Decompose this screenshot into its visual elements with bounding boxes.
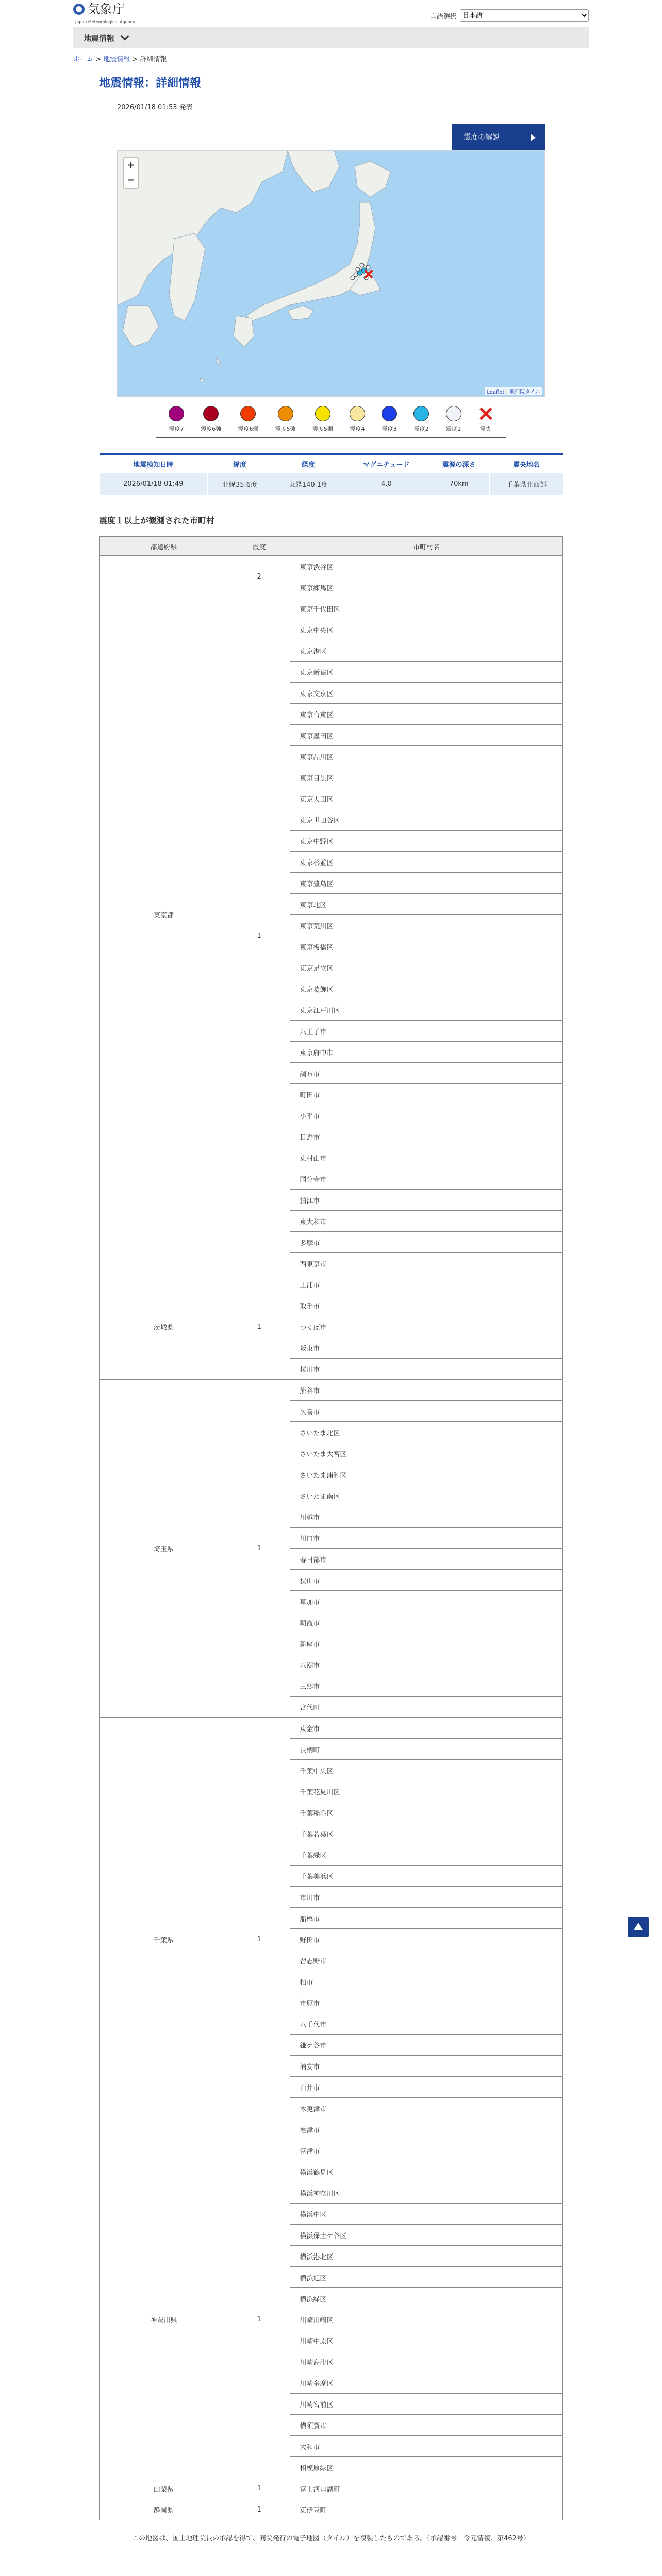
city-cell: 東京渋谷区 [290, 556, 563, 577]
city-cell: 君津市 [290, 2119, 563, 2140]
city-cell: 野田市 [290, 1929, 563, 1950]
legend-item [169, 406, 184, 433]
map-attribution [485, 387, 542, 395]
city-cell: つくば市 [290, 1316, 563, 1337]
breadcrumb [73, 48, 589, 65]
summary-header: 経度 [272, 454, 344, 473]
summary-cell: 70km [428, 473, 490, 495]
legend-label: 震度5強 [275, 426, 296, 432]
zoom-out-button[interactable]: − [124, 173, 138, 188]
city-cell: さいたま浦和区 [290, 1464, 563, 1485]
city-cell: さいたま北区 [290, 1422, 563, 1443]
city-cell: 川口市 [290, 1528, 563, 1549]
legend-label: 震度4 [350, 426, 365, 432]
prefecture-cell: 東京都 [100, 556, 228, 1274]
city-cell: 浦安市 [290, 2056, 563, 2077]
city-cell: 東京板橋区 [290, 936, 563, 957]
city-cell: 東京墨田区 [290, 725, 563, 746]
city-cell: 八千代市 [290, 2013, 563, 2035]
leaflet-link[interactable]: Leaflet [487, 389, 505, 395]
city-cell: 朝霞市 [290, 1612, 563, 1633]
observed-intensity-table [99, 536, 563, 2520]
play-arrow-icon [531, 134, 536, 141]
summary-header: 緯度 [207, 454, 272, 473]
legend-label: 震度2 [413, 426, 429, 432]
city-cell: 取手市 [290, 1295, 563, 1316]
earthquake-summary-table [99, 453, 563, 495]
zoom-in-button[interactable]: + [127, 160, 135, 171]
language-select[interactable] [460, 9, 589, 22]
table-row [100, 2161, 563, 2182]
city-cell: 千葉若葉区 [290, 1823, 563, 1844]
city-cell: 久喜市 [290, 1401, 563, 1422]
city-cell: 三郷市 [290, 1675, 563, 1697]
jma-logo-icon [73, 4, 85, 15]
city-cell: 東京荒川区 [290, 915, 563, 936]
city-cell: 多摩市 [290, 1232, 563, 1253]
city-cell: 東京台東区 [290, 704, 563, 725]
city-cell: 東京足立区 [290, 957, 563, 978]
city-cell: 西東京市 [290, 1253, 563, 1274]
legend-label: 震央 [479, 426, 491, 432]
city-cell: 富津市 [290, 2140, 563, 2161]
intensity-legend [156, 401, 506, 438]
page-title: 地震情報：詳細情報 [99, 77, 202, 90]
city-cell: 東京杉並区 [290, 852, 563, 873]
legend-label: 震度6弱 [238, 426, 259, 432]
city-cell: 東京世田谷区 [290, 809, 563, 831]
gsi-tile-link[interactable]: 地理院タイル [509, 389, 540, 395]
site-header [73, 0, 589, 27]
city-cell: さいたま大宮区 [290, 1443, 563, 1464]
legend-item [446, 406, 461, 433]
nav-label: 地震情報 [84, 33, 115, 43]
zoom-control [123, 157, 139, 189]
attribution-separator: | [504, 389, 510, 395]
intensity-circle-icon [169, 406, 184, 421]
city-cell: 町田市 [290, 1084, 563, 1105]
legend-label: 震度7 [169, 426, 184, 432]
nav-quake-info[interactable] [73, 27, 589, 48]
table-row [100, 1718, 563, 1739]
city-cell: 八王子市 [290, 1021, 563, 1042]
observed-heading: 震度１以上が観測された市町村 [99, 516, 215, 526]
intensity-cell: 1 [228, 598, 290, 1274]
city-cell: 東京大田区 [290, 788, 563, 809]
city-cell: 東村山市 [290, 1147, 563, 1168]
city-cell: 東京文京区 [290, 683, 563, 704]
city-cell: 川崎高津区 [290, 2351, 563, 2372]
map-copyright-note: この地図は、国土地理院長の承認を得て、同院発行の電子地図（タイル）を複製したものである。（承認番号 令元情複、第462号） [132, 2535, 530, 2543]
city-cell: 市川市 [290, 1887, 563, 1908]
observed-header: 市町村名 [290, 537, 563, 556]
city-cell: 川崎中原区 [290, 2330, 563, 2351]
city-cell: 東京港区 [290, 640, 563, 662]
intensity-circle-icon [240, 406, 256, 421]
intensity-circle-icon [315, 406, 330, 421]
intensity-circle-icon [382, 406, 397, 421]
intensity-map[interactable] [117, 150, 545, 397]
city-cell: 白井市 [290, 2077, 563, 2098]
breadcrumb-separator: > [95, 56, 102, 63]
city-cell: 千葉緑区 [290, 1844, 563, 1866]
prefecture-cell: 静岡県 [100, 2499, 228, 2520]
city-cell: 横浜鶴見区 [290, 2161, 563, 2182]
city-cell: さいたま南区 [290, 1485, 563, 1506]
city-cell: 草加市 [290, 1591, 563, 1612]
city-cell: 熊谷市 [290, 1380, 563, 1401]
city-cell: 千葉美浜区 [290, 1866, 563, 1887]
city-cell: 船橋市 [290, 1908, 563, 1929]
summary-header: 震央地名 [490, 454, 563, 473]
city-cell: 富士河口湖町 [290, 2478, 563, 2499]
city-cell: 狛江市 [290, 1190, 563, 1211]
summary-header: 地震検知日時 [100, 454, 208, 473]
summary-cell: 東経140.1度 [272, 473, 344, 495]
city-cell: 東京品川区 [290, 746, 563, 767]
city-cell: 八潮市 [290, 1654, 563, 1675]
city-cell: 東京中央区 [290, 619, 563, 640]
intensity-cell: 1 [228, 2161, 290, 2478]
city-cell: 横浜保土ケ谷区 [290, 2225, 563, 2246]
breadcrumb-current: 詳細情報 [140, 56, 167, 63]
city-cell: 小平市 [290, 1105, 563, 1126]
legend-label: 震度6強 [201, 426, 222, 432]
intensity-cell: 1 [228, 2499, 290, 2520]
prefecture-cell: 山梨県 [100, 2478, 228, 2499]
intensity-markers [118, 151, 545, 397]
city-cell: 東大和市 [290, 1211, 563, 1232]
breadcrumb-separator: > [132, 56, 138, 63]
breadcrumb-quake-link[interactable]: 地震情報 [103, 56, 130, 63]
city-cell: 東伊豆町 [290, 2499, 563, 2520]
city-cell: 市原市 [290, 1992, 563, 2013]
summary-header: マグニチュード [344, 454, 428, 473]
city-cell: 横浜緑区 [290, 2288, 563, 2309]
issued-time: 2026/01/18 01:53 発表 [117, 104, 193, 111]
logo-text: 気象庁 [88, 2, 125, 16]
summary-cell: 千葉県北西部 [490, 473, 563, 495]
city-cell: 千葉稲毛区 [290, 1802, 563, 1823]
intensity-circle-icon [278, 406, 293, 421]
intensity-circle-icon [203, 406, 219, 421]
city-cell: 桜川市 [290, 1359, 563, 1380]
legend-item [275, 406, 296, 433]
intensity-cell: 1 [228, 2478, 290, 2499]
intensity-cell: 2 [228, 556, 290, 598]
city-cell: 川崎宮前区 [290, 2394, 563, 2415]
intensity-explanation-button[interactable] [452, 124, 545, 150]
city-cell: 大和市 [290, 2436, 563, 2457]
logo-subtitle: Japan Meteorological Agency [75, 20, 135, 24]
city-cell: 土浦市 [290, 1274, 563, 1295]
intensity-cell: 1 [228, 1380, 290, 1718]
intensity-circle-icon [413, 406, 429, 421]
legend-label: 震度3 [382, 426, 397, 432]
city-cell: 柏市 [290, 1971, 563, 1992]
intensity-circle-icon [446, 406, 461, 421]
breadcrumb-home-link[interactable]: ホーム [73, 56, 94, 63]
city-cell: 東京北区 [290, 894, 563, 915]
table-row [100, 1380, 563, 1401]
city-cell: 習志野市 [290, 1950, 563, 1971]
chevron-down-icon [121, 32, 129, 41]
language-selector [430, 9, 589, 22]
city-cell: 東京葛飾区 [290, 978, 563, 999]
prefecture-cell: 千葉県 [100, 1718, 228, 2161]
city-cell: 川崎川崎区 [290, 2309, 563, 2330]
city-cell: 国分寺市 [290, 1168, 563, 1190]
city-cell: 東京目黒区 [290, 767, 563, 788]
legend-item [413, 406, 429, 433]
table-row [100, 1274, 563, 1295]
city-cell: 新座市 [290, 1633, 563, 1654]
summary-cell: 4.0 [344, 473, 428, 495]
jma-logo[interactable] [73, 3, 125, 15]
city-cell: 宮代町 [290, 1697, 563, 1718]
city-cell: 東京千代田区 [290, 598, 563, 619]
city-cell: 横浜中区 [290, 2204, 563, 2225]
explain-label: 震度の解説 [464, 133, 500, 142]
legend-item [238, 406, 258, 433]
city-cell: 横須賀市 [290, 2415, 563, 2436]
city-cell: 横浜神奈川区 [290, 2182, 563, 2204]
intensity-circle-icon [350, 406, 365, 421]
summary-header: 震源の深さ [428, 454, 490, 473]
legend-item [382, 406, 397, 433]
city-cell: 東京中野区 [290, 831, 563, 852]
city-cell: 木更津市 [290, 2098, 563, 2119]
legend-label: 震度5弱 [312, 426, 333, 432]
prefecture-cell: 茨城県 [100, 1274, 228, 1380]
epicenter-x-icon [478, 406, 493, 421]
prefecture-cell: 神奈川県 [100, 2161, 228, 2478]
legend-item [201, 406, 221, 433]
legend-item [478, 406, 493, 433]
city-cell: 千葉中央区 [290, 1760, 563, 1781]
city-cell: 長柄町 [290, 1739, 563, 1760]
city-cell: 相模原緑区 [290, 2457, 563, 2478]
city-cell: 横浜旭区 [290, 2267, 563, 2288]
city-cell: 鎌ケ谷市 [290, 2035, 563, 2056]
city-cell: 春日部市 [290, 1549, 563, 1570]
language-label: 言語選択 [429, 12, 457, 21]
table-row [100, 556, 563, 577]
page-top-button[interactable] [628, 1917, 649, 1937]
table-row [100, 2478, 563, 2499]
legend-item [312, 406, 333, 433]
prefecture-cell: 埼玉県 [100, 1380, 228, 1718]
city-cell: 川越市 [290, 1506, 563, 1528]
observed-header: 都道府県 [100, 537, 228, 556]
city-cell: 東京府中市 [290, 1042, 563, 1063]
city-cell: 日野市 [290, 1126, 563, 1147]
city-cell: 調布市 [290, 1063, 563, 1084]
intensity-cell: 1 [228, 1274, 290, 1380]
city-cell: 川崎多摩区 [290, 2372, 563, 2394]
intensity-cell: 1 [228, 1718, 290, 2161]
legend-item [350, 406, 365, 433]
legend-label: 震度1 [446, 426, 461, 432]
city-cell: 坂東市 [290, 1337, 563, 1359]
city-cell: 東京練馬区 [290, 577, 563, 598]
observed-header: 震度 [228, 537, 290, 556]
city-cell: 東京新宿区 [290, 662, 563, 683]
city-cell: 横浜港北区 [290, 2246, 563, 2267]
city-cell: 千葉花見川区 [290, 1781, 563, 1802]
city-cell: 東金市 [290, 1718, 563, 1739]
city-cell: 東京豊島区 [290, 873, 563, 894]
summary-cell: 2026/01/18 01:49 [100, 473, 208, 495]
summary-cell: 北緯35.6度 [207, 473, 272, 495]
city-cell: 狭山市 [290, 1570, 563, 1591]
table-row [100, 2499, 563, 2520]
city-cell: 東京江戸川区 [290, 999, 563, 1021]
